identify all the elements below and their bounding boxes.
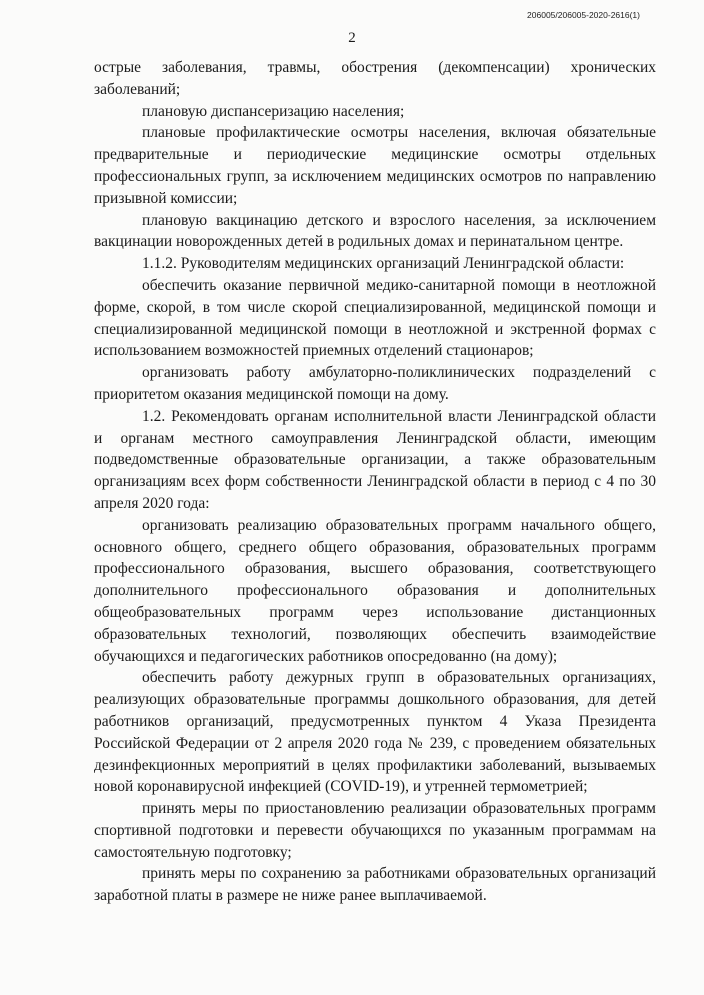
paragraph-3: плановые профилактические осмотры населения, включая обязательные предварительные и периодические медицинские осмотры отдельных профессиональных групп, за исключением медицинских осмотров по направлению призывной комиссии; [94, 124, 656, 207]
paragraph-6: обеспечить оказание первичной медико-санитарной помощи в неотложной форме, скорой, в том числе скорой специализированной, медицинской помощи и специализированной медицинской помощи в неотложной и экстренной формах с использованием возможностей приемных отделений стационаров; [94, 276, 656, 360]
paragraph-7: организовать работу амбулаторно-поликлинических подразделений с приоритетом оказания медицинской помощи на дому. [94, 364, 656, 403]
page-number: 2 [348, 30, 356, 46]
paragraph-9: организовать реализацию образовательных программ начального общего, основного общего, среднего общего образования, образовательных программ профессионального образования, высшего образования, соответствующего дополнительного профессионального образования и дополнительных общеобразовательных программ через использование дистанционных образовательных технологий, позволяющих обеспечить взаимодействие обучающихся и педагогических работников опосредованно (на дому); [94, 516, 656, 665]
paragraph-11: принять меры по приостановлению реализации образовательных программ спортивной подготовки и перевести обучающихся по указанным программам на самостоятельную подготовку; [94, 800, 656, 861]
document-id: 206005/206005-2020-2616(1) [527, 10, 640, 20]
paragraph-4: плановую вакцинацию детского и взрослого населения, за исключением вакцинации новорожденных детей в родильных домах и перинатальном центре. [94, 211, 656, 251]
paragraph-2: плановую диспансеризацию населения; [142, 102, 405, 120]
document-body [94, 57, 656, 907]
paragraph-1: острые заболевания, травмы, обострения (декомпенсации) хронических заболеваний; [94, 59, 656, 98]
paragraph-12: принять меры по сохранению за работниками образовательных организаций заработной платы в размере не ниже ранее выплачиваемой. [94, 865, 656, 905]
paragraph-10: обеспечить работу дежурных групп в образовательных организациях, реализующих образовательные программы дошкольного образования, для детей работников организаций, предусмотренных пунктом 4 Указа Президента Российской Федерации от 2 апреля 2020 года № 239, с проведением обязательных дезинфекционных мероприятий в целях профилактики заболеваний, вызываемых новой коронавирусной инфекцией (COVID-19), и утренней термометрией; [94, 669, 656, 796]
paragraph-5: 1.1.2. Руководителям медицинских организаций Ленинградской области: [142, 255, 625, 273]
paragraph-8: 1.2. Рекомендовать органам исполнительной власти Ленинградской области и органам местного самоуправления Ленинградской области, имеющим подведомственные образовательные организации, а также образовательным организациям всех форм собственности Ленинградской области в период с 4 по 30 апреля 2020 года: [94, 407, 656, 512]
